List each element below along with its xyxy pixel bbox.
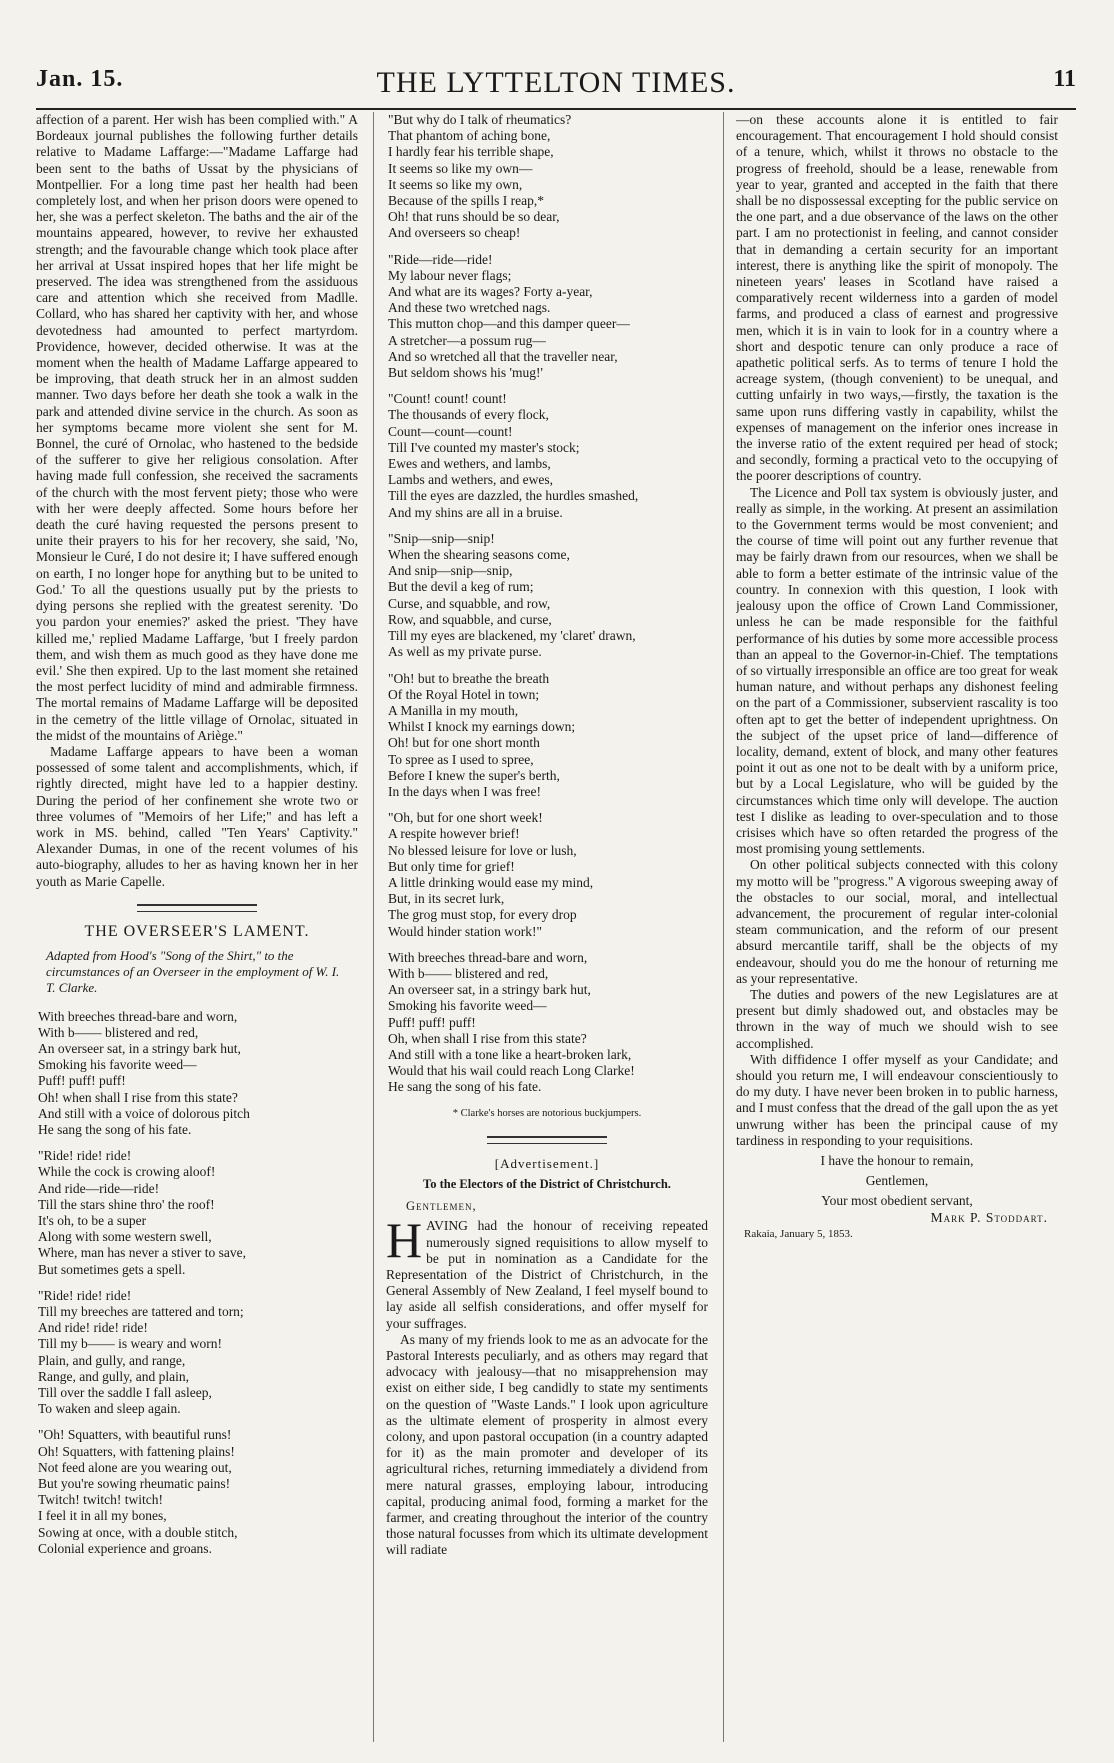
advertisement-paragraph-5: On other political subjects connected with this colony my motto will be "progress." A vigorous sweeping away of the obstacles to our social, moral, and intellectual advancement, the procurement of regular inter-colonial steam communication, and the reform of our present absurd mercantile tariff, shall be the objects of my endeavour, should you do me the honour of returning me as your representative. (736, 857, 1058, 986)
advertisement-paragraph-1-text: AVING had the honour of receiving repeated numerously signed requisitions to allow myself to be put in nomination as a Candidate for the Representation of the District of Christchurch, in the General Assembly of New Zealand, I feel myself bound to lay aside all selfish considerations, and offer myself for your suffrages. (386, 1218, 708, 1331)
column-rule (723, 112, 724, 1742)
section-divider (487, 1136, 607, 1144)
poem-stanza: "Oh! Squatters, with beautiful runs! Oh! Squatters, with fattening plains! Not feed alone are you wearing out, But you're sowing rheumatic pains! Twitch! twitch! twitch! I feel it in all my bones, Sowing at once, with a double stitch, Colonial experience and groans. (38, 1427, 238, 1556)
closing-line: Your most obedient servant, (821, 1193, 973, 1209)
drop-cap: H (386, 1212, 423, 1269)
poem-stanza: "Snip—snip—snip! When the shearing seasons come, And snip—snip—snip, But the devil a keg of rum; Curse, and squabble, and row, Row, and squabble, and curse, Till my eyes are blackened, my 'claret' drawn, As well as my private purse. (388, 530, 636, 660)
poem-stanza: With breeches thread-bare and worn, With b—— blistered and red, An overseer sat, in a stringy bark hut, Smoking his favorite weed— Puff! puff! puff! Oh, when shall I rise from this state? And still with a tone like a heart-broken lark, Would that his wail could reach Long Clarke! He sang the song of his fate. (388, 949, 635, 1095)
advertisement-paragraph-4: The Licence and Poll tax system is obviously juster, and really as simple, in the working. At present an assimilation to the Government terms would be most convenient; and the course of time will point out any further revenue that may be fairly drawn from our resources, when we shall be able to form a better estimate of the intrinsic value of the country. In connexion with this question, I look with jealousy upon the office of Crown Land Commissioner, unless he can be made responsible for the faithful performance of his duties by some more accessible process than an appeal to the Governor-in-Chief. The temptations of so virtually irresponsible an office are too great for weak human nature, and without perhaps any dishonest feeling on the part of a Commissioner, subservient rascality is too often apt to get the better of independent uprightness. On the subject of the upset price of land—difference of locality, demand, extent of block, and many other features point it out as one not to be dealt with by a uniform price, but by a Local Legislature, who will be guided by the circumstances which time only will develope. The auction test I dislike as leading to over-speculation and to those crisises which have so often retarded the progress of the most promising young settlements. (736, 484, 1058, 857)
poem-stanza: "Ride! ride! ride! Till my breeches are tattered and torn; And ride! ride! ride! Till my b—— is weary and worn! Plain, and gully, and range, Range, and gully, and plain, Till over the saddle I fall asleep, To waken and sleep again. (38, 1287, 244, 1417)
column-1 (36, 112, 358, 1742)
advertisement-paragraph-7: With diffidence I offer myself as your Candidate; and should you return me, I will endeavour conscientiously to do my duty. I have never been broken in to public harness, and I must confess that the dread of the gall upon the as yet unwrung wither has been the principal cause of my tardiness in responding to your requisitions. (736, 1051, 1058, 1148)
page-number: 11 (1053, 66, 1076, 92)
advertisement-title: To the Electors of the District of Christchurch. (423, 1176, 671, 1191)
advertisement-salutation: Gentlemen, (406, 1199, 477, 1214)
laffarge-paragraph-2: Madame Laffarge appears to have been a woman possessed of some talent and accomplishments, which, if rightly directed, might have led to a happier destiny. During the period of her confinement she wrote two or three volumes of "Memoirs of her Life;" and has left a work in MS. behind, called "Ten Years' Captivity." Alexander Dumas, in one of the recent volumes of his auto-biography, alludes to her as having known her in her youth as Marie Capelle. (36, 743, 358, 889)
signature: Mark P. Stoddart. (930, 1209, 1048, 1225)
advertisement-paragraph-1 (386, 1212, 708, 1331)
poem-stanza: "Oh! but to breathe the breath Of the Royal Hotel in town; A Manilla in my mouth, Whilst I knock my earnings down; Oh! but for one short month To spree as I used to spree, Before I knew the super's berth, In the days when I was free! (388, 670, 576, 799)
issue-date: Jan. 15. (36, 66, 124, 92)
poem-stanza: "Ride—ride—ride! My labour never flags; And what are its wages? Forty a-year, And these two wretched nags. This mutton chop—and this damper queer— A stretcher—a possum rug— And so wretched all that the traveller near, But seldom shows his 'mug!' (388, 251, 630, 381)
advertisement-paragraph-3: —on these accounts alone it is entitled to fair encouragement. That encouragement I hold should consist of a tenure, which, whilst it throws no obstacle to the progress of freehold, should be a lease, renewable from year to year, granted and accepted in the faith that there shall be no dispossessal excepting for the public service on the one part, and a due observance of the laws on the other part. I am no protectionist in feeling, and cannot consider that in demanding a certain security for an important interest, there is anything like the spirit of monopoly. The nineteen years' leases in Scotland have raised a comparatively recent wilderness into a garden of model farms, and produced a class of earnest and progressive men, which it is in vain to look for in a country where a short and despotic tenure can only produce a race of apathetic political serfs. As to terms of tenure I hold the acreage system, (though convenient) to be unequal, and cutting unfairly in two ways,—firstly, the taxation is the same upon runs differing vastly in capability, whilst the expenses of management on the inferior ones increase in the inverse ratio of the extent required per head of stock; and secondly, forming a practical veto to the occupying of the poorer descriptions of country. (736, 112, 1058, 484)
poem-stanza: "Ride! ride! ride! While the cock is crowing aloof! And ride—ride—ride! Till the stars shine thro' the roof! It's oh, to be a super Along with some western swell, Where, man has never a stiver to save, But sometimes gets a spell. (38, 1148, 247, 1277)
poem-stanza: "But why do I talk of rheumatics? That phantom of aching bone, I hardly fear his terrible shape, It seems so like my own— It seems so like my own, Because of the spills I reap,* Oh! that runs should be so dear, And overseers so cheap! (388, 112, 572, 241)
poem-title: THE OVERSEER'S LAMENT. (84, 922, 310, 940)
advertisement-paragraph-2: As many of my friends look to me as an advocate for the Pastoral Interests peculiarly, and as others may regard that advocacy with jealousy—that no misapprehension may exist on either side, I beg candidly to state my sentiments on the question of "Waste Lands." I look upon agriculture as the ultimate element of prosperity in almost every colony, and upon pastoral occupation (in a country adapted for it) as the main promoter and developer of its agricultural riches, returning immediately a dividend from mere natural grasses, employing labour, introducing capital, producing animal food, forming a market for the farmer, and creating throughout the interior of the country those natural focusses from which its ultimate development will radiate (386, 1331, 708, 1558)
laffarge-paragraph-1: affection of a parent. Her wish has been complied with." A Bordeaux journal publishes the following further details relative to Madame Laffarge:—"Madame Laffarge had been sent to the baths of Ussat by the physicians of Montpellier. For a long time past her health had been completely lost, and when her prison doors were opened to her, she was a perfect skeleton. The baths and the air of the mountains appeared, however, to revive her exhausted strength; and the favourable change which took place after her arrival at Ussat inspired hopes that her life might be preserved. The idea was strengthened from the assiduous care and attention which she received from Madlle. Collard, who has shared her captivity with her, and whose devotedness had amounted to perfect martyrdom. Providence, however, decided otherwise. It was at the moment when the health of Madame Laffarge appeared to be improving, that death struck her in an almost sudden manner. Two days before her death she took a walk in the park and attended divine service in the church. As soon as her symptoms became more violent she sent for M. Bonnel, the curé of Ornolac, who hastened to the bedside of the sufferer to give her religious consolation. After having made full confession, she received the sacraments of the church with the most fervent piety; those who were with her were deeply affected. Some hours before her death the curé having requested the persons present to unite their prayers to his for her recovery, she said, 'No, Monsieur le Curé, I do not desire it; I have suffered enough on earth, I no longer hope for anything but to be united to God.' To all the questions usually put by the priests to dying persons she replied with the greatest serenity. 'Do you pardon your enemies?' asked the priest. 'They have killed me,' replied Madame Laffarge, 'but I freely pardon them, and wish them as much good as they have done me evil.' She then expired. Up to the last moment she retained the most perfect lucidity of mind and admirable firmness. The mortal remains of Madame Laffarge will be deposited in the cemetry of the little village of Ornolac, situated in the midst of the mountains of Ariège." (36, 112, 358, 743)
section-divider (137, 904, 257, 912)
column-rule (373, 112, 374, 1742)
poem-stanza: "Oh, but for one short week! A respite however brief! No blessed leisure for love or lush, But only time for grief! A little drinking would ease my mind, But, in its secret lurk, The grog must stop, for every drop Would hinder station work!" (388, 810, 594, 939)
masthead (36, 66, 1076, 110)
poem-stanza: With breeches thread-bare and worn, With b—— blistered and red, An overseer sat, in a stringy bark hut, Smoking his favorite weed— Puff! puff! puff! Oh! when shall I rise from this state? And still with a voice of dolorous pitch He sang the song of his fate. (38, 1008, 250, 1137)
advertisement-label: [Advertisement.] (494, 1155, 600, 1171)
column-3 (736, 112, 1058, 1742)
poem-footnote: * Clarke's horses are notorious buckjumpers. (452, 1107, 642, 1119)
poem-stanza: "Count! count! count! The thousands of every flock, Count—count—count! Till I've counted my master's stock; Ewes and wethers, and lambs, Lambs and wethers, and ewes, Till the eyes are dazzled, the hurdles smashed, And my shins are all in a bruise. (388, 391, 639, 520)
poem-subtitle: Adapted from Hood's "Song of the Shirt," to the circumstances of an Overseer in the employment of W. I. T. Clarke. (46, 947, 340, 996)
closing-line: Gentlemen, (865, 1173, 929, 1189)
column-2 (386, 112, 708, 1742)
advertisement-paragraph-6: The duties and powers of the new Legislatures are at present but dimly shadowed out, and obstacles may be thrown in the way of much we should wish to see accomplished. (736, 986, 1058, 1051)
dateline: Rakaia, January 5, 1853. (744, 1227, 853, 1240)
closing-line: I have the honour to remain, (820, 1153, 974, 1168)
newspaper-title: THE LYTTELTON TIMES. (376, 66, 736, 99)
